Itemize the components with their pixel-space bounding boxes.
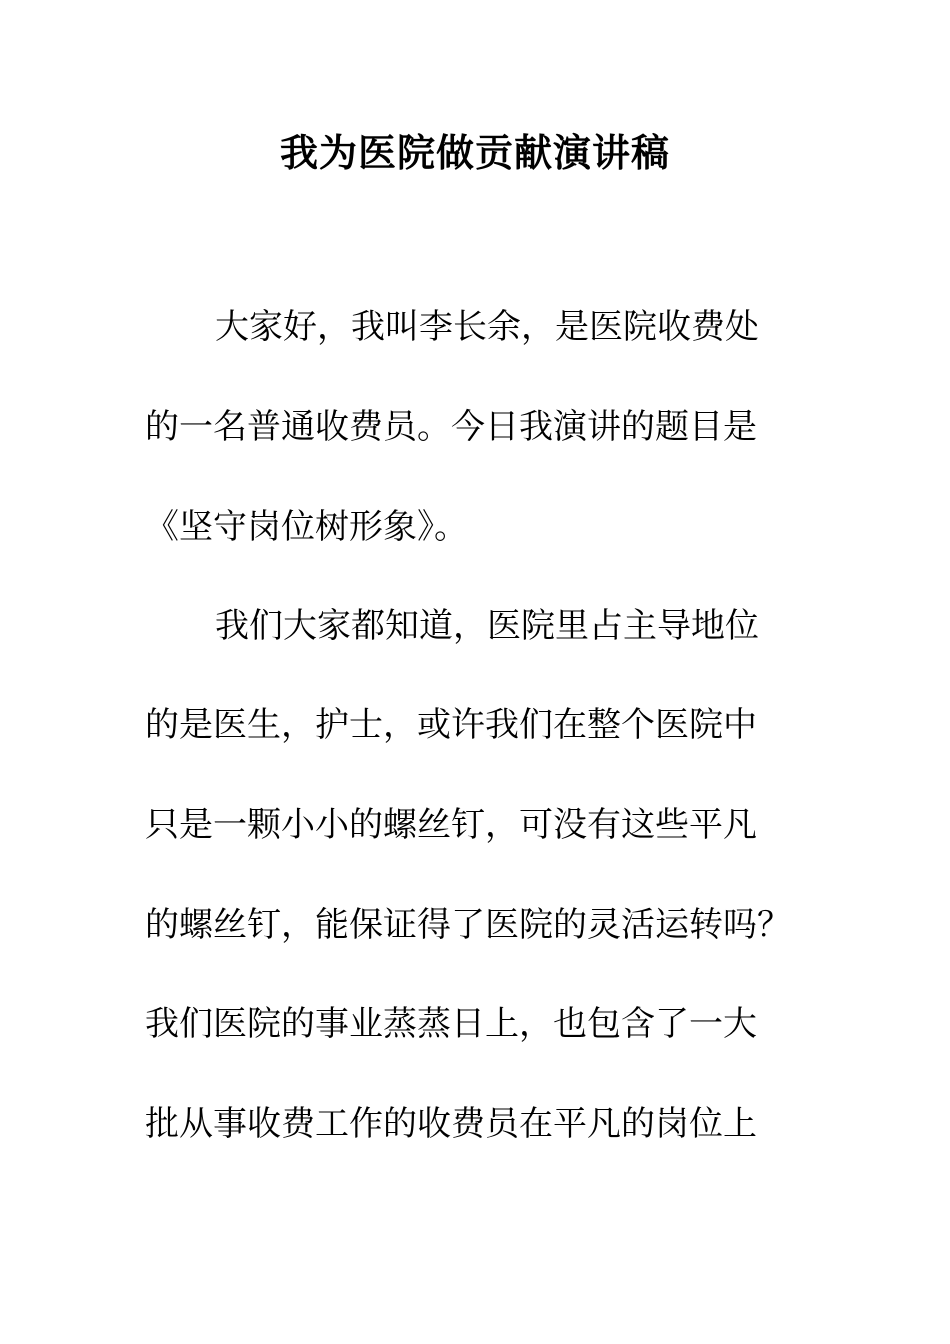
paragraph-2-line-6: 批从事收费工作的收费员在平凡的岗位上 <box>145 1104 757 1144</box>
paragraph-1-line-2: 的一名普通收费员。今日我演讲的题目是 <box>145 407 757 447</box>
paragraph-2-line-1: 我们大家都知道，医院里占主导地位 <box>215 606 759 646</box>
paragraph-2-line-4: 的螺丝钉，能保证得了医院的灵活运转吗？ <box>145 905 791 945</box>
document-title: 我为医院做贡献演讲稿 <box>279 130 670 175</box>
paragraph-1-line-3: 《坚守岗位树形象》。 <box>145 507 468 547</box>
paragraph-2-line-5: 我们医院的事业蒸蒸日上，也包含了一大 <box>145 1004 757 1044</box>
paragraph-2-line-2: 的是医生，护士，或许我们在整个医院中 <box>145 705 757 745</box>
paragraph-1-line-1: 大家好，我叫李长余，是医院收费处 <box>215 307 759 347</box>
paragraph-2-line-3: 只是一颗小小的螺丝钉，可没有这些平凡 <box>145 805 757 845</box>
